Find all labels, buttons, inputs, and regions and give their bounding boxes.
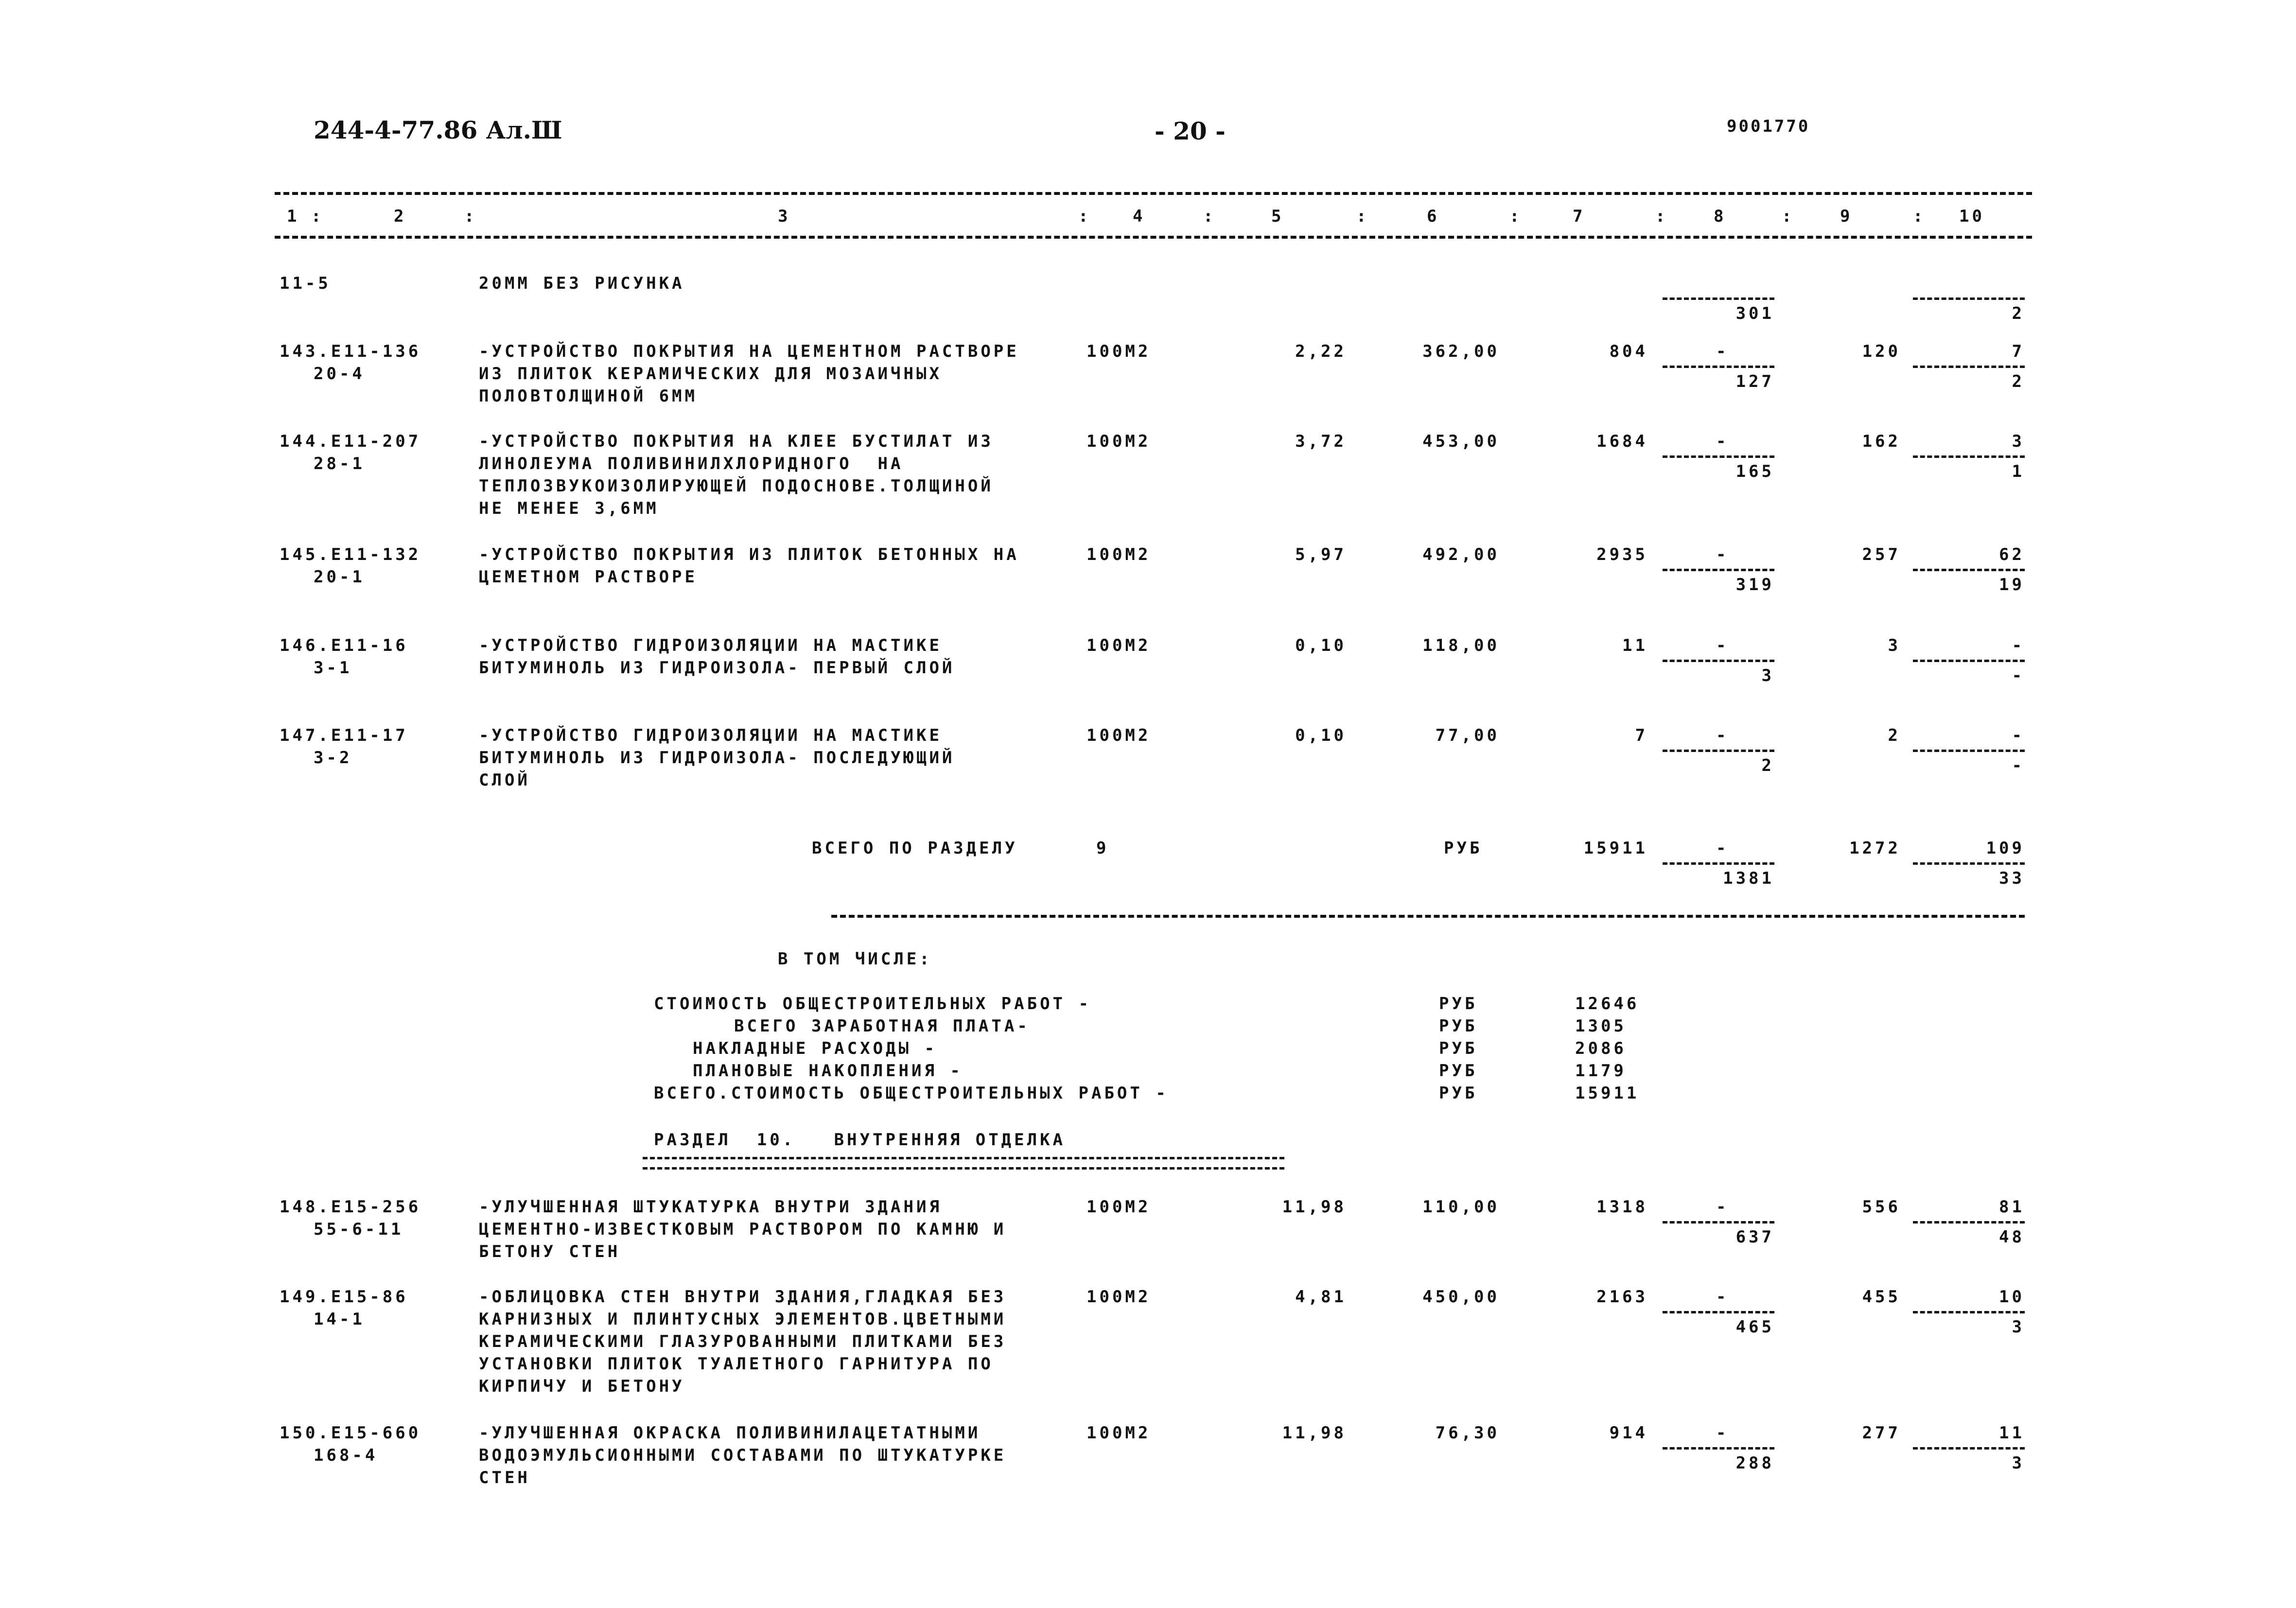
- row-code: 146.Е11-16: [280, 636, 408, 655]
- row-unit: 100М2: [1087, 432, 1151, 451]
- row-c10-top: -: [2012, 636, 2025, 655]
- row-c10-top: 3: [2012, 432, 2025, 451]
- row-c10-bottom: 1: [2012, 462, 2025, 481]
- row-c9: 162: [1862, 432, 1901, 451]
- row-c10-top: 62: [1999, 545, 2025, 564]
- row-subcode: 3-1: [314, 658, 352, 678]
- column-separator: :: [1913, 207, 1926, 226]
- row-c8-bottom: 2: [1761, 756, 1774, 775]
- row-c8-bottom: 165: [1735, 462, 1774, 481]
- including-line-value: 2086: [1575, 1039, 1627, 1058]
- row-quantity: 5,97: [1295, 545, 1347, 564]
- row-unit: 100М2: [1087, 1197, 1151, 1217]
- row-c10-fraction-rule: [1913, 455, 2025, 458]
- row-c8-top: -: [1716, 1423, 1729, 1443]
- row-unit-price: 77,00: [1435, 726, 1500, 745]
- row-unit-price: 492,00: [1422, 545, 1500, 564]
- row-description-line: 20ММ БЕЗ РИСУНКА: [479, 274, 685, 293]
- column-number-3: 3: [778, 207, 791, 226]
- row-c8-top: -: [1716, 545, 1729, 564]
- row-c10-bottom: 3: [2012, 1317, 2025, 1337]
- row-subcode: 20-1: [314, 567, 365, 587]
- total-c8-bottom: 1381: [1723, 869, 1774, 888]
- row-c10-bottom: 48: [1999, 1227, 2025, 1247]
- including-line-currency: РУБ: [1439, 1061, 1478, 1081]
- header-bottom-rule: [275, 236, 2032, 239]
- row-c9: 455: [1862, 1287, 1901, 1307]
- row-unit-price: 450,00: [1422, 1287, 1500, 1307]
- row-description-line: ВОДОЭМУЛЬСИОННЫМИ СОСТАВАМИ ПО ШТУКАТУРКЕ: [479, 1446, 1007, 1465]
- including-line-label: ВСЕГО ЗАРАБОТНАЯ ПЛАТА-: [734, 1016, 1030, 1036]
- row-c10-fraction-rule: [1913, 1221, 2025, 1223]
- column-separator: :: [1509, 207, 1523, 226]
- column-number-7: 7: [1573, 207, 1586, 226]
- total-c9: 1272: [1849, 839, 1901, 858]
- row-description-line: -УСТРОЙСТВО ГИДРОИЗОЛЯЦИИ НА МАСТИКЕ: [479, 636, 942, 655]
- header-top-rule: [275, 192, 2032, 195]
- row-code: 11-5: [280, 274, 331, 293]
- row-quantity: 11,98: [1282, 1197, 1347, 1217]
- column-separator: :: [311, 207, 324, 226]
- row-description-line: -УЛУЧШЕННАЯ ШТУКАТУРКА ВНУТРИ ЗДАНИЯ: [479, 1197, 942, 1217]
- page-number: - 20 -: [1155, 117, 1226, 145]
- row-c8-fraction-rule: [1663, 1447, 1774, 1450]
- row-subcode: 14-1: [314, 1310, 365, 1329]
- row-c9: 277: [1862, 1423, 1901, 1443]
- row-total: 1684: [1596, 432, 1648, 451]
- row-c10-top: 81: [1999, 1197, 2025, 1217]
- including-line-currency: РУБ: [1439, 994, 1478, 1014]
- row-c8-fraction-rule: [1663, 297, 1774, 300]
- row-unit: 100М2: [1087, 636, 1151, 655]
- column-separator: :: [1655, 207, 1668, 226]
- row-description-line: -ОБЛИЦОВКА СТЕН ВНУТРИ ЗДАНИЯ,ГЛАДКАЯ БЕЗ: [479, 1287, 1007, 1307]
- row-c10-fraction-rule: [1913, 750, 2025, 752]
- total-c8-rule: [1663, 862, 1774, 865]
- section-heading-underline: [643, 1157, 1284, 1170]
- row-description-line: -УСТРОЙСТВО ГИДРОИЗОЛЯЦИИ НА МАСТИКЕ: [479, 726, 942, 745]
- including-line-value: 1179: [1575, 1061, 1627, 1081]
- row-c10-fraction-rule: [1913, 366, 2025, 368]
- section-heading: РАЗДЕЛ 10. ВНУТРЕННЯЯ ОТДЕЛКА: [654, 1130, 1066, 1150]
- row-unit-price: 362,00: [1422, 342, 1500, 361]
- total-separator-rule: [831, 915, 2025, 918]
- column-number-9: 9: [1840, 207, 1853, 226]
- row-c10-bottom: 19: [1999, 575, 2025, 594]
- row-total: 804: [1609, 342, 1648, 361]
- column-number-8: 8: [1714, 207, 1727, 226]
- row-c8-bottom: 3: [1761, 666, 1774, 685]
- row-c10-top: 10: [1999, 1287, 2025, 1307]
- row-unit: 100М2: [1087, 342, 1151, 361]
- row-total: 2163: [1596, 1287, 1648, 1307]
- row-description-line: ЦЕМЕНТНО-ИЗВЕСТКОВЫМ РАСТВОРОМ ПО КАМНЮ И: [479, 1220, 1007, 1239]
- row-c10-top: -: [2012, 726, 2025, 745]
- row-code: 144.Е11-207: [280, 432, 421, 451]
- row-c10-fraction-rule: [1913, 569, 2025, 571]
- row-description-line: ТЕПЛОЗВУКОИЗОЛИРУЮЩЕЙ ПОДОСНОВЕ.ТОЛЩИНОЙ: [479, 476, 994, 496]
- row-unit: 100М2: [1087, 545, 1151, 564]
- total-currency: РУБ: [1444, 839, 1483, 858]
- row-c10-top: 11: [1999, 1423, 2025, 1443]
- row-c10-bottom: 2: [2012, 304, 2025, 323]
- row-c9: 120: [1862, 342, 1901, 361]
- row-description-line: БИТУМИНОЛЬ ИЗ ГИДРОИЗОЛА- ПЕРВЫЙ СЛОЙ: [479, 658, 955, 678]
- row-unit: 100М2: [1087, 1423, 1151, 1443]
- column-separator: :: [1782, 207, 1795, 226]
- total-c10-rule: [1913, 862, 2025, 865]
- row-c9: 556: [1862, 1197, 1901, 1217]
- row-total: 2935: [1596, 545, 1648, 564]
- row-c8-top: -: [1716, 726, 1729, 745]
- including-line-label: НАКЛАДНЫЕ РАСХОДЫ -: [693, 1039, 937, 1058]
- row-subcode: 55-6-11: [314, 1220, 404, 1239]
- row-c8-fraction-rule: [1663, 455, 1774, 458]
- row-code: 150.Е15-660: [280, 1423, 421, 1443]
- row-c8-fraction-rule: [1663, 1311, 1774, 1313]
- including-line-label: ПЛАНОВЫЕ НАКОПЛЕНИЯ -: [693, 1061, 963, 1081]
- column-number-1: 1: [287, 207, 300, 226]
- column-number-10: 10: [1959, 207, 1985, 226]
- total-label: ВСЕГО ПО РАЗДЕЛУ: [812, 839, 1018, 858]
- column-number-4: 4: [1133, 207, 1146, 226]
- row-c10-top: 7: [2012, 342, 2025, 361]
- row-c8-top: -: [1716, 636, 1729, 655]
- row-code: 143.Е11-136: [280, 342, 421, 361]
- including-line-label: СТОИМОСТЬ ОБЩЕСТРОИТЕЛЬНЫХ РАБОТ -: [654, 994, 1091, 1014]
- row-description-line: ПОЛОВТОЛЩИНОЙ 6ММ: [479, 386, 698, 406]
- row-total: 1318: [1596, 1197, 1648, 1217]
- row-description-line: БЕТОНУ СТЕН: [479, 1242, 621, 1261]
- row-c9: 3: [1888, 636, 1901, 655]
- row-c8-fraction-rule: [1663, 1221, 1774, 1223]
- total-c8-top: -: [1716, 839, 1729, 858]
- row-c10-fraction-rule: [1913, 1311, 2025, 1313]
- row-description-line: ИЗ ПЛИТОК КЕРАМИЧЕСКИХ ДЛЯ МОЗАИЧНЫХ: [479, 364, 942, 384]
- row-code: 145.Е11-132: [280, 545, 421, 564]
- row-code: 149.Е15-86: [280, 1287, 408, 1307]
- column-separator: :: [1203, 207, 1216, 226]
- including-title: В ТОМ ЧИСЛЕ:: [778, 949, 932, 969]
- row-unit-price: 118,00: [1422, 636, 1500, 655]
- row-description-line: СЛОЙ: [479, 770, 530, 790]
- row-quantity: 3,72: [1295, 432, 1347, 451]
- column-number-5: 5: [1271, 207, 1284, 226]
- row-description-line: -УСТРОЙСТВО ПОКРЫТИЯ НА ЦЕМЕНТНОМ РАСТВОРЕ: [479, 342, 1019, 361]
- row-total: 7: [1635, 726, 1648, 745]
- row-c8-top: -: [1716, 342, 1729, 361]
- row-c8-fraction-rule: [1663, 750, 1774, 752]
- row-code: 147.Е11-17: [280, 726, 408, 745]
- row-total: 11: [1622, 636, 1648, 655]
- including-line-value: 15911: [1575, 1084, 1640, 1103]
- document-code: 244-4-77.86 Ал.Ш: [314, 116, 562, 144]
- row-description-line: ЛИНОЛЕУМА ПОЛИВИНИЛХЛОРИДНОГО НА: [479, 454, 904, 473]
- total-c10-top: 109: [1986, 839, 2025, 858]
- row-quantity: 2,22: [1295, 342, 1347, 361]
- column-separator: :: [464, 207, 477, 226]
- row-c8-top: -: [1716, 432, 1729, 451]
- row-unit-price: 453,00: [1422, 432, 1500, 451]
- row-description-line: НЕ МЕНЕЕ 3,6ММ: [479, 499, 659, 518]
- row-unit-price: 110,00: [1422, 1197, 1500, 1217]
- row-c8-fraction-rule: [1663, 366, 1774, 368]
- column-separator: :: [1078, 207, 1091, 226]
- row-c8-bottom: 127: [1735, 372, 1774, 391]
- column-separator: :: [1356, 207, 1369, 226]
- row-unit: 100М2: [1087, 726, 1151, 745]
- row-quantity: 0,10: [1295, 636, 1347, 655]
- row-subcode: 168-4: [314, 1446, 378, 1465]
- row-c8-fraction-rule: [1663, 660, 1774, 662]
- including-line-currency: РУБ: [1439, 1016, 1478, 1036]
- total-c10-bottom: 33: [1999, 869, 2025, 888]
- row-description-line: КЕРАМИЧЕСКИМИ ГЛАЗУРОВАННЫМИ ПЛИТКАМИ БЕЗ: [479, 1332, 1007, 1351]
- row-description-line: КИРПИЧУ И БЕТОНУ: [479, 1377, 685, 1396]
- column-number-6: 6: [1427, 207, 1440, 226]
- row-c8-fraction-rule: [1663, 569, 1774, 571]
- row-c8-top: -: [1716, 1197, 1729, 1217]
- row-c10-bottom: 3: [2012, 1453, 2025, 1473]
- row-c8-bottom: 301: [1735, 304, 1774, 323]
- row-c9: 2: [1888, 726, 1901, 745]
- row-description-line: УСТАНОВКИ ПЛИТОК ТУАЛЕТНОГО ГАРНИТУРА ПО: [479, 1354, 994, 1374]
- row-c10-bottom: -: [2012, 666, 2025, 685]
- row-unit: 100М2: [1087, 1287, 1151, 1307]
- row-subcode: 20-4: [314, 364, 365, 384]
- row-c9: 257: [1862, 545, 1901, 564]
- row-description-line: -УСТРОЙСТВО ПОКРЫТИЯ ИЗ ПЛИТОК БЕТОННЫХ НА: [479, 545, 1019, 564]
- row-c8-bottom: 637: [1735, 1227, 1774, 1247]
- row-subcode: 28-1: [314, 454, 365, 473]
- row-quantity: 0,10: [1295, 726, 1347, 745]
- row-c8-bottom: 288: [1735, 1453, 1774, 1473]
- row-quantity: 4,81: [1295, 1287, 1347, 1307]
- row-code: 148.Е15-256: [280, 1197, 421, 1217]
- row-c10-bottom: 2: [2012, 372, 2025, 391]
- row-quantity: 11,98: [1282, 1423, 1347, 1443]
- total-value: 15911: [1583, 839, 1648, 858]
- row-c10-fraction-rule: [1913, 660, 2025, 662]
- row-c8-top: -: [1716, 1287, 1729, 1307]
- including-line-label: ВСЕГО.СТОИМОСТЬ ОБЩЕСТРОИТЕЛЬНЫХ РАБОТ -: [654, 1084, 1169, 1103]
- document-number: 9001770: [1727, 117, 1810, 136]
- row-subcode: 3-2: [314, 748, 352, 768]
- including-line-currency: РУБ: [1439, 1084, 1478, 1103]
- total-count: 9: [1096, 839, 1109, 858]
- row-c8-bottom: 319: [1735, 575, 1774, 594]
- including-line-value: 1305: [1575, 1016, 1627, 1036]
- row-c8-bottom: 465: [1735, 1317, 1774, 1337]
- row-total: 914: [1609, 1423, 1648, 1443]
- row-description-line: БИТУМИНОЛЬ ИЗ ГИДРОИЗОЛА- ПОСЛЕДУЮЩИЙ: [479, 748, 955, 768]
- row-description-line: -УЛУЧШЕННАЯ ОКРАСКА ПОЛИВИНИЛАЦЕТАТНЫМИ: [479, 1423, 981, 1443]
- row-description-line: СТЕН: [479, 1468, 530, 1487]
- row-c10-fraction-rule: [1913, 1447, 2025, 1450]
- column-number-2: 2: [394, 207, 407, 226]
- row-c10-bottom: -: [2012, 756, 2025, 775]
- including-line-value: 12646: [1575, 994, 1640, 1014]
- row-unit-price: 76,30: [1435, 1423, 1500, 1443]
- row-c10-fraction-rule: [1913, 297, 2025, 300]
- row-description-line: -УСТРОЙСТВО ПОКРЫТИЯ НА КЛЕЕ БУСТИЛАТ ИЗ: [479, 432, 994, 451]
- row-description-line: ЦЕМЕТНОМ РАСТВОРЕ: [479, 567, 698, 587]
- including-line-currency: РУБ: [1439, 1039, 1478, 1058]
- row-description-line: КАРНИЗНЫХ И ПЛИНТУСНЫХ ЭЛЕМЕНТОВ.ЦВЕТНЫМИ: [479, 1310, 1007, 1329]
